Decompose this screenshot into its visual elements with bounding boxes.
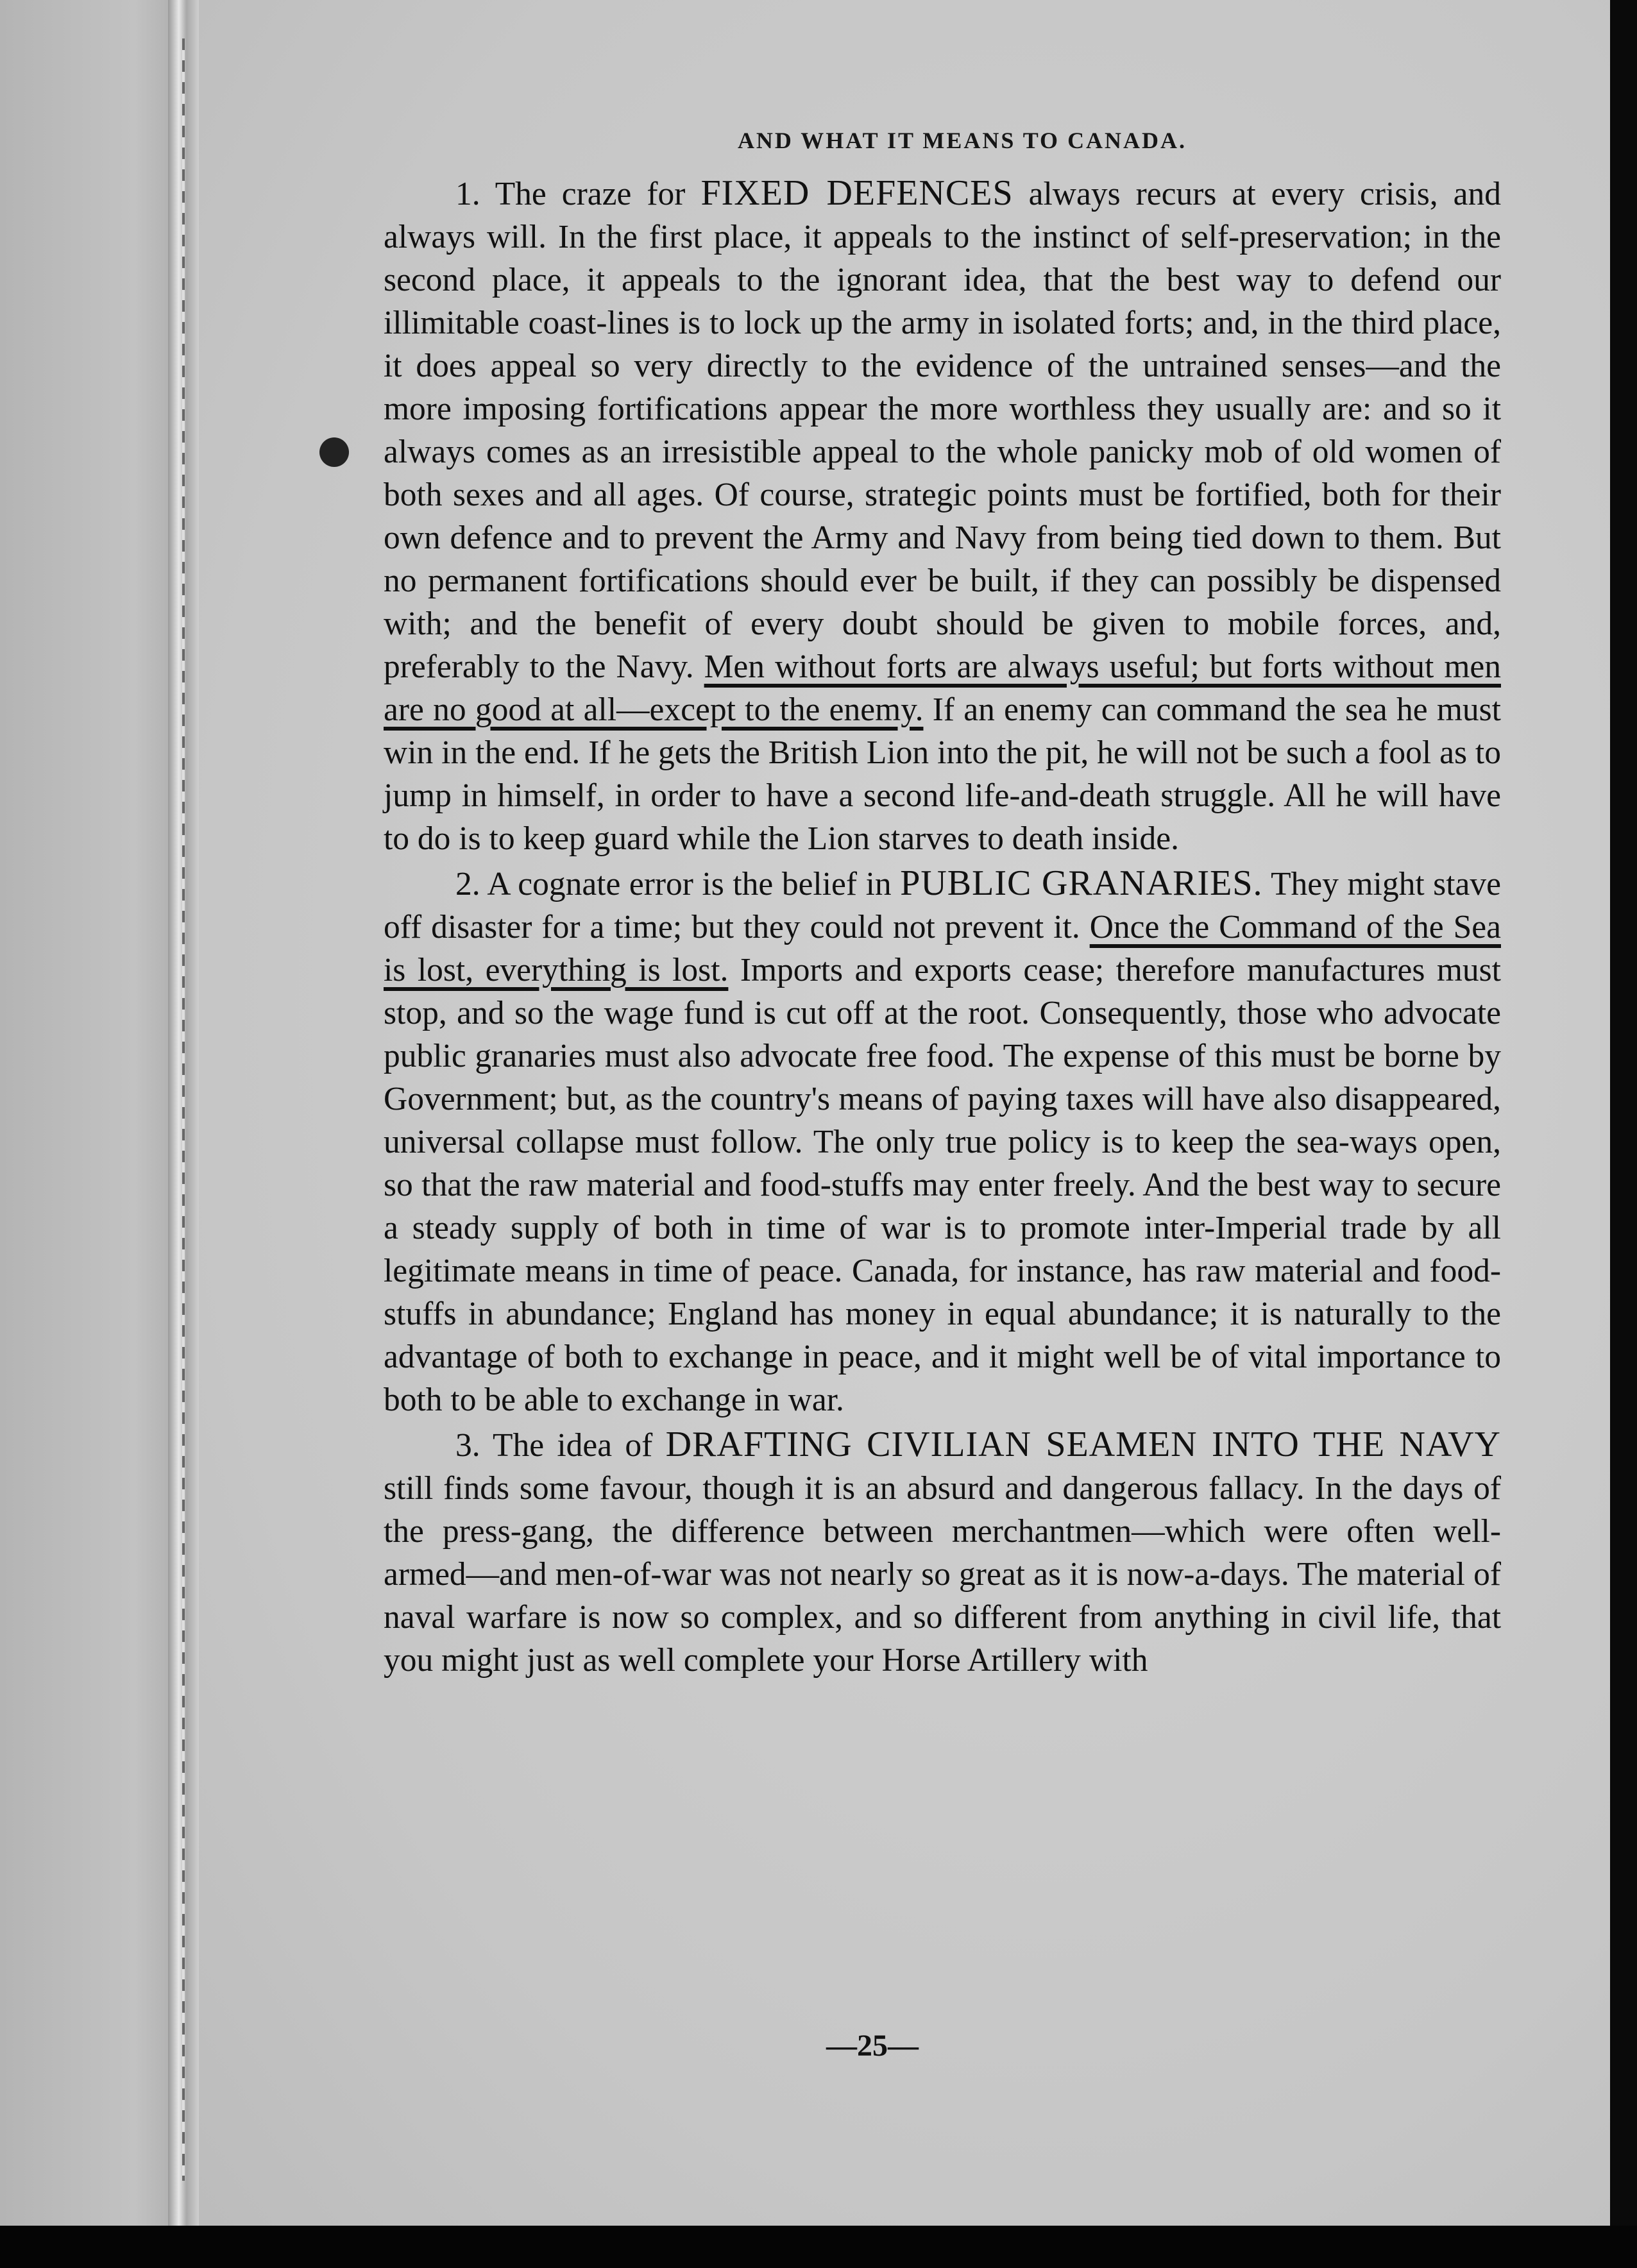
running-head: AND WHAT IT MEANS TO CANADA. (737, 128, 1187, 153)
paragraph-text: still finds some favour, though it is an absurd and dangerous fallacy. In the days of the press-gang, the difference between merchantmen—which were often well-armed—and men-of-war was not nearly so great as it is now-a-days. The material of naval warfare is now so complex, and so different from anything in civil life, that you might just as well complete your Horse Artillery with (384, 1470, 1501, 1679)
topic-heading: FIXED DEFENCES (700, 173, 1014, 213)
binding-stitches (182, 38, 185, 2181)
paragraph-lead: 1. The craze for (455, 176, 701, 212)
paragraph-lead: 2. A cognate error is the belief in (455, 866, 901, 902)
scan-border-bottom (0, 2226, 1637, 2268)
paragraph-lead: 3. The idea of (455, 1427, 666, 1464)
topic-heading: DRAFTING CIVILIAN SEAMEN INTO THE NAVY (665, 1425, 1501, 1464)
topic-heading: PUBLIC GRANARIES. (900, 863, 1263, 903)
underlined-passage: Men without forts are always useful; but forts without men are no good at all—except to the enemy. (384, 648, 1501, 728)
facing-page-edge (0, 0, 192, 2226)
page-number: —25— (826, 2029, 919, 2063)
underlined-passage: Once the Command of the Sea is lost, everything is lost. (384, 909, 1501, 988)
body-text (384, 172, 1501, 1682)
paragraph-civilian-seamen (384, 1423, 1501, 1682)
paragraph-fixed-defences (384, 172, 1501, 860)
paragraph-public-granaries (384, 862, 1501, 1421)
paragraph-text: Imports and exports cease; therefore manufactures must stop, and so the wage fund is cut off at the root. Consequently, those who advocate public granaries must also advocate free food. The expense of this must be borne by Government; but, as the country's means of paying taxes will have also disappeared, universal collapse must follow. The only true policy is to keep the sea-ways open, so that the raw material and food-stuffs may enter freely. And the best way to secure a steady supply of both in time of war is to promote inter-Imperial trade by all legitimate means in time of peace. Canada, for instance, has raw material and food-stuffs in abundance; England has money in equal abundance; it is naturally to the advantage of both to exchange in peace, and it might well be of vital importance to both to be able to exchange in war. (384, 952, 1501, 1418)
scan-border-right (1610, 0, 1637, 2268)
paragraph-text: always recurs at every crisis, and always will. In the first place, it appeals to the instinct of self-preservation; in the second place, it appeals to the ignorant idea, that the best way to defend our illimitable coast-lines is to lock up the army in isolated forts; and, in the third place, it does appeal so very directly to the evidence of the untrained senses—and the more imposing fortifications appear the more worthless they usually are: and so it always comes as an irresistible appeal to the whole panicky mob of old women of both sexes and all ages. Of course, strategic points must be fortified, both for their own defence and to prevent the Army and Navy from being tied down to them. But no permanent fortifications should ever be built, if they can possibly be dispensed with; and the benefit of every doubt should be given to mobile forces, and, preferably to the Navy. (384, 176, 1501, 685)
paragraph-text: If an enemy can command the sea he must win in the end. If he gets the British Lion into the pit, he will not be such a fool as to jump in himself, in order to have a second life-and-death struggle. All he will have to do is to keep guard while the Lion starves to death inside. (384, 691, 1501, 857)
paragraph-text: They might stave off disaster for a time; but they could not prevent it. (384, 866, 1501, 945)
ink-blot (319, 437, 349, 467)
